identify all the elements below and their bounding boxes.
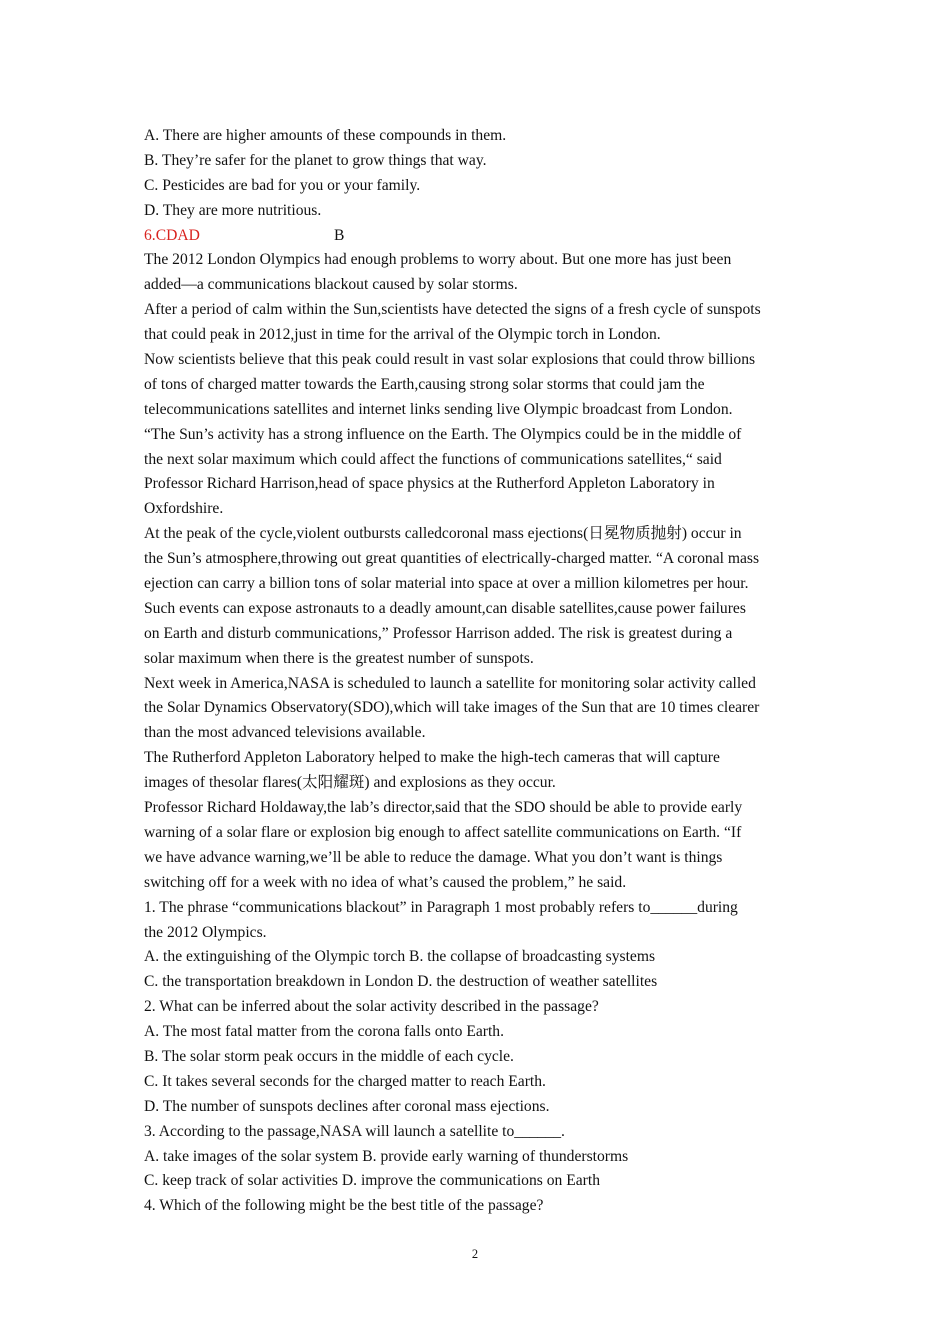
passage-line: we have advance warning,we’ll be able to reduce the damage. What you don’t want is things xyxy=(144,848,723,866)
passage-line: Professor Richard Holdaway,the lab’s director,said that the SDO should be able to provide early xyxy=(144,799,743,817)
passage-line: Professor Richard Harrison,head of space physics at the Rutherford Appleton Laboratory in xyxy=(144,475,715,493)
passage-line: Next week in America,NASA is scheduled to launch a satellite for monitoring solar activity called xyxy=(144,674,756,692)
question-line: 3. According to the passage,NASA will launch a satellite to______. xyxy=(144,1122,565,1140)
question-line: C. the transportation breakdown in London D. the destruction of weather satellites xyxy=(144,973,658,991)
question-line: D. The number of sunspots declines after coronal mass ejections. xyxy=(144,1097,550,1115)
question-line: A. The most fatal matter from the corona falls onto Earth. xyxy=(144,1023,504,1041)
answer-key-line xyxy=(144,224,812,249)
passage-line: The 2012 London Olympics had enough problems to worry about. But one more has just been xyxy=(144,251,732,269)
question-line: the 2012 Olympics. xyxy=(144,923,267,941)
question-line: C. It takes several seconds for the charged matter to reach Earth. xyxy=(144,1072,546,1090)
passage-line: the Sun’s atmosphere,throwing out great quantities of electrically-charged matter. “A coronal mass xyxy=(144,550,760,568)
question-line: B. The solar storm peak occurs in the middle of each cycle. xyxy=(144,1047,514,1065)
page-number: 2 xyxy=(471,1247,479,1261)
option-line: C. Pesticides are bad for you or your family. xyxy=(144,176,421,194)
question-line: C. keep track of solar activities D. improve the communications on Earth xyxy=(144,1172,600,1190)
passage-line: Now scientists believe that this peak could result in vast solar explosions that could throw billions xyxy=(144,351,756,369)
reading-passage xyxy=(144,248,812,895)
passage-line: ejection can carry a billion tons of solar material into space at over a million kilometres per hour. xyxy=(144,575,749,593)
passage-line: warning of a solar flare or explosion big enough to affect satellite communications on Earth. “If xyxy=(144,823,742,841)
option-line: B. They’re safer for the planet to grow things that way. xyxy=(144,151,487,169)
question-line: A. the extinguishing of the Olympic torch B. the collapse of broadcasting systems xyxy=(144,948,656,966)
passage-line: telecommunications satellites and internet links sending live Olympic broadcast from London. xyxy=(144,400,733,418)
previous-question-options xyxy=(144,124,812,224)
passage-line: Such events can expose astronauts to a deadly amount,can disable satellites,cause power failures xyxy=(144,599,746,617)
passage-line: images of thesolar flares(太阳耀斑) and explosions as they occur. xyxy=(144,774,556,792)
section-letter: B xyxy=(334,226,345,244)
passage-line: that could peak in 2012,just in time for the arrival of the Olympic torch in London. xyxy=(144,326,661,344)
question-line: 4. Which of the following might be the best title of the passage? xyxy=(144,1197,544,1215)
answer-key: 6.CDAD xyxy=(144,226,200,244)
question-list xyxy=(144,896,812,1220)
option-line: A. There are higher amounts of these compounds in them. xyxy=(144,127,507,144)
passage-line: on Earth and disturb communications,” Professor Harrison added. The risk is greatest during a xyxy=(144,624,733,642)
passage-line: than the most advanced televisions available. xyxy=(144,724,426,742)
passage-line: the Solar Dynamics Observatory(SDO),which will take images of the Sun that are 10 times clearer xyxy=(144,699,760,717)
passage-line: Oxfordshire. xyxy=(144,500,224,518)
passage-line: The Rutherford Appleton Laboratory helped to make the high-tech cameras that will capture xyxy=(144,749,720,767)
passage-line: switching off for a week with no idea of what’s caused the problem,” he said. xyxy=(144,873,627,891)
option-line: D. They are more nutritious. xyxy=(144,201,322,219)
passage-line: “The Sun’s activity has a strong influence on the Earth. The Olympics could be in the middle of xyxy=(144,425,742,443)
question-line: 2. What can be inferred about the solar activity described in the passage? xyxy=(144,998,599,1016)
passage-line: solar maximum when there is the greatest number of sunspots. xyxy=(144,649,534,667)
passage-line: of tons of charged matter towards the Earth,causing strong solar storms that could jam the xyxy=(144,375,705,393)
document-body xyxy=(144,124,812,1219)
passage-line: added—a communications blackout caused by solar storms. xyxy=(144,276,518,294)
question-line: 1. The phrase “communications blackout” in Paragraph 1 most probably refers to______during xyxy=(144,898,738,916)
passage-line: At the peak of the cycle,violent outbursts calledcoronal mass ejections(日冕物质抛射) occur in xyxy=(144,525,742,543)
passage-line: After a period of calm within the Sun,scientists have detected the signs of a fresh cycle of sunspots xyxy=(144,301,761,319)
passage-line: the next solar maximum which could affect the functions of communications satellites,“ said xyxy=(144,450,722,468)
question-line: A. take images of the solar system B. provide early warning of thunderstorms xyxy=(144,1147,629,1165)
